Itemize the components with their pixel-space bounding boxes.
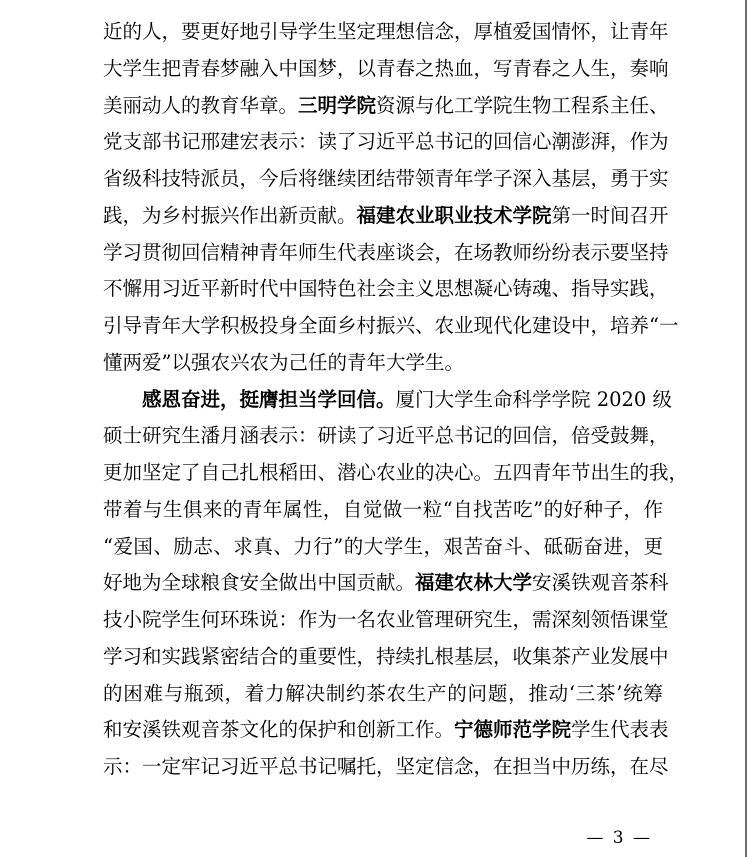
text-run: 更加坚定了自己扎根稻田、潜心农业的决心。五四青年节出生的我，	[103, 461, 689, 484]
text-line	[103, 198, 669, 235]
text-line	[103, 51, 669, 88]
text-line	[103, 88, 669, 125]
text-run: 美丽动人的教育华章。	[103, 93, 299, 117]
text-run: 懂两爱”以强农兴农为己任的青年大学生。	[103, 350, 464, 374]
text-line	[103, 345, 663, 382]
text-run: 近的人，要更好地引导学生坚定理想信念，厚植爱国情怀，让青年	[103, 20, 669, 43]
text-line	[103, 676, 663, 713]
text-line	[103, 124, 669, 161]
text-run: 引导青年大学积极投身全面乡村振兴、农业现代化建设中，培养“一	[103, 314, 679, 337]
text-line	[103, 235, 669, 272]
text-line	[103, 308, 679, 345]
bold-phrase: 福建农业职业技术学院	[356, 203, 552, 227]
text-line	[103, 418, 669, 455]
text-run: 学生代表表	[571, 718, 669, 742]
text-run: 厦门大学生命科学学院 2020 级	[395, 387, 673, 411]
text-run: 安溪铁观音茶科	[532, 571, 669, 595]
bold-phrase: 感恩奋进，挺膺担当学回信。	[142, 387, 396, 411]
text-line	[103, 529, 663, 566]
text-run: 硕士研究生潘月涵表示：研读了习近平总书记的回信，倍受鼓舞，	[103, 424, 669, 448]
text-run: 技小院学生何环珠说：作为一名农业管理研究生，需深刻领悟课堂	[103, 608, 669, 631]
text-run: 和安溪铁观音茶文化的保护和创新工作。	[103, 718, 455, 742]
body-text	[103, 14, 689, 786]
text-run: 学习贯彻回信精神青年师生代表座谈会，在场教师纷纷表示要坚持	[103, 240, 669, 264]
text-run: 资源与化工学院生物工程系主任、	[376, 93, 669, 117]
bold-phrase: 福建农林大学	[415, 571, 533, 595]
text-run: 省级科技特派员，今后将继续团结带领青年学子深入基层，勇于实	[103, 167, 669, 190]
bold-phrase: 三明学院	[298, 93, 377, 117]
text-run: 不懈用习近平新时代中国特色社会主义思想凝心铸魂、指导实践，	[103, 277, 669, 301]
text-run: 示：一定牢记习近平总书记嘱托，坚定信念，在担当中历练，在尽	[103, 755, 669, 778]
text-run: 的困难与瓶颈，着力解决制约茶农生产的问题，推动‘三茶’统筹	[103, 681, 663, 705]
text-line	[103, 712, 669, 749]
text-line	[103, 565, 669, 602]
text-line	[103, 161, 669, 198]
text-line	[103, 271, 669, 308]
text-line	[103, 602, 669, 639]
text-run: 第一时间召开	[551, 203, 669, 227]
text-line	[103, 382, 673, 419]
text-run: 践，为乡村振兴作出新贡献。	[103, 203, 357, 227]
page-number: — 3 —	[586, 828, 652, 848]
text-run: 学习和实践紧密结合的重要性，持续扎根基层，收集茶产业发展中	[103, 644, 669, 668]
text-line	[103, 639, 669, 676]
text-line	[103, 455, 689, 492]
bold-phrase: 宁德师范学院	[454, 718, 572, 742]
text-line	[103, 749, 669, 786]
text-line	[103, 492, 663, 529]
text-line	[103, 14, 669, 51]
text-run: 好地为全球粮食安全做出中国贡献。	[103, 571, 416, 595]
text-run: “爱国、励志、求真、力行”的大学生，艰苦奋斗、砥砺奋进，更	[103, 534, 663, 558]
text-run: 带着与生俱来的青年属性，自觉做一粒“自找苦吃”的好种子，作	[103, 497, 663, 521]
text-run: 党支部书记邢建宏表示：读了习近平总书记的回信心潮澎湃，作为	[103, 130, 669, 154]
text-run: 大学生把青春梦融入中国梦，以青春之热血，写青春之人生，奏响	[103, 56, 669, 80]
